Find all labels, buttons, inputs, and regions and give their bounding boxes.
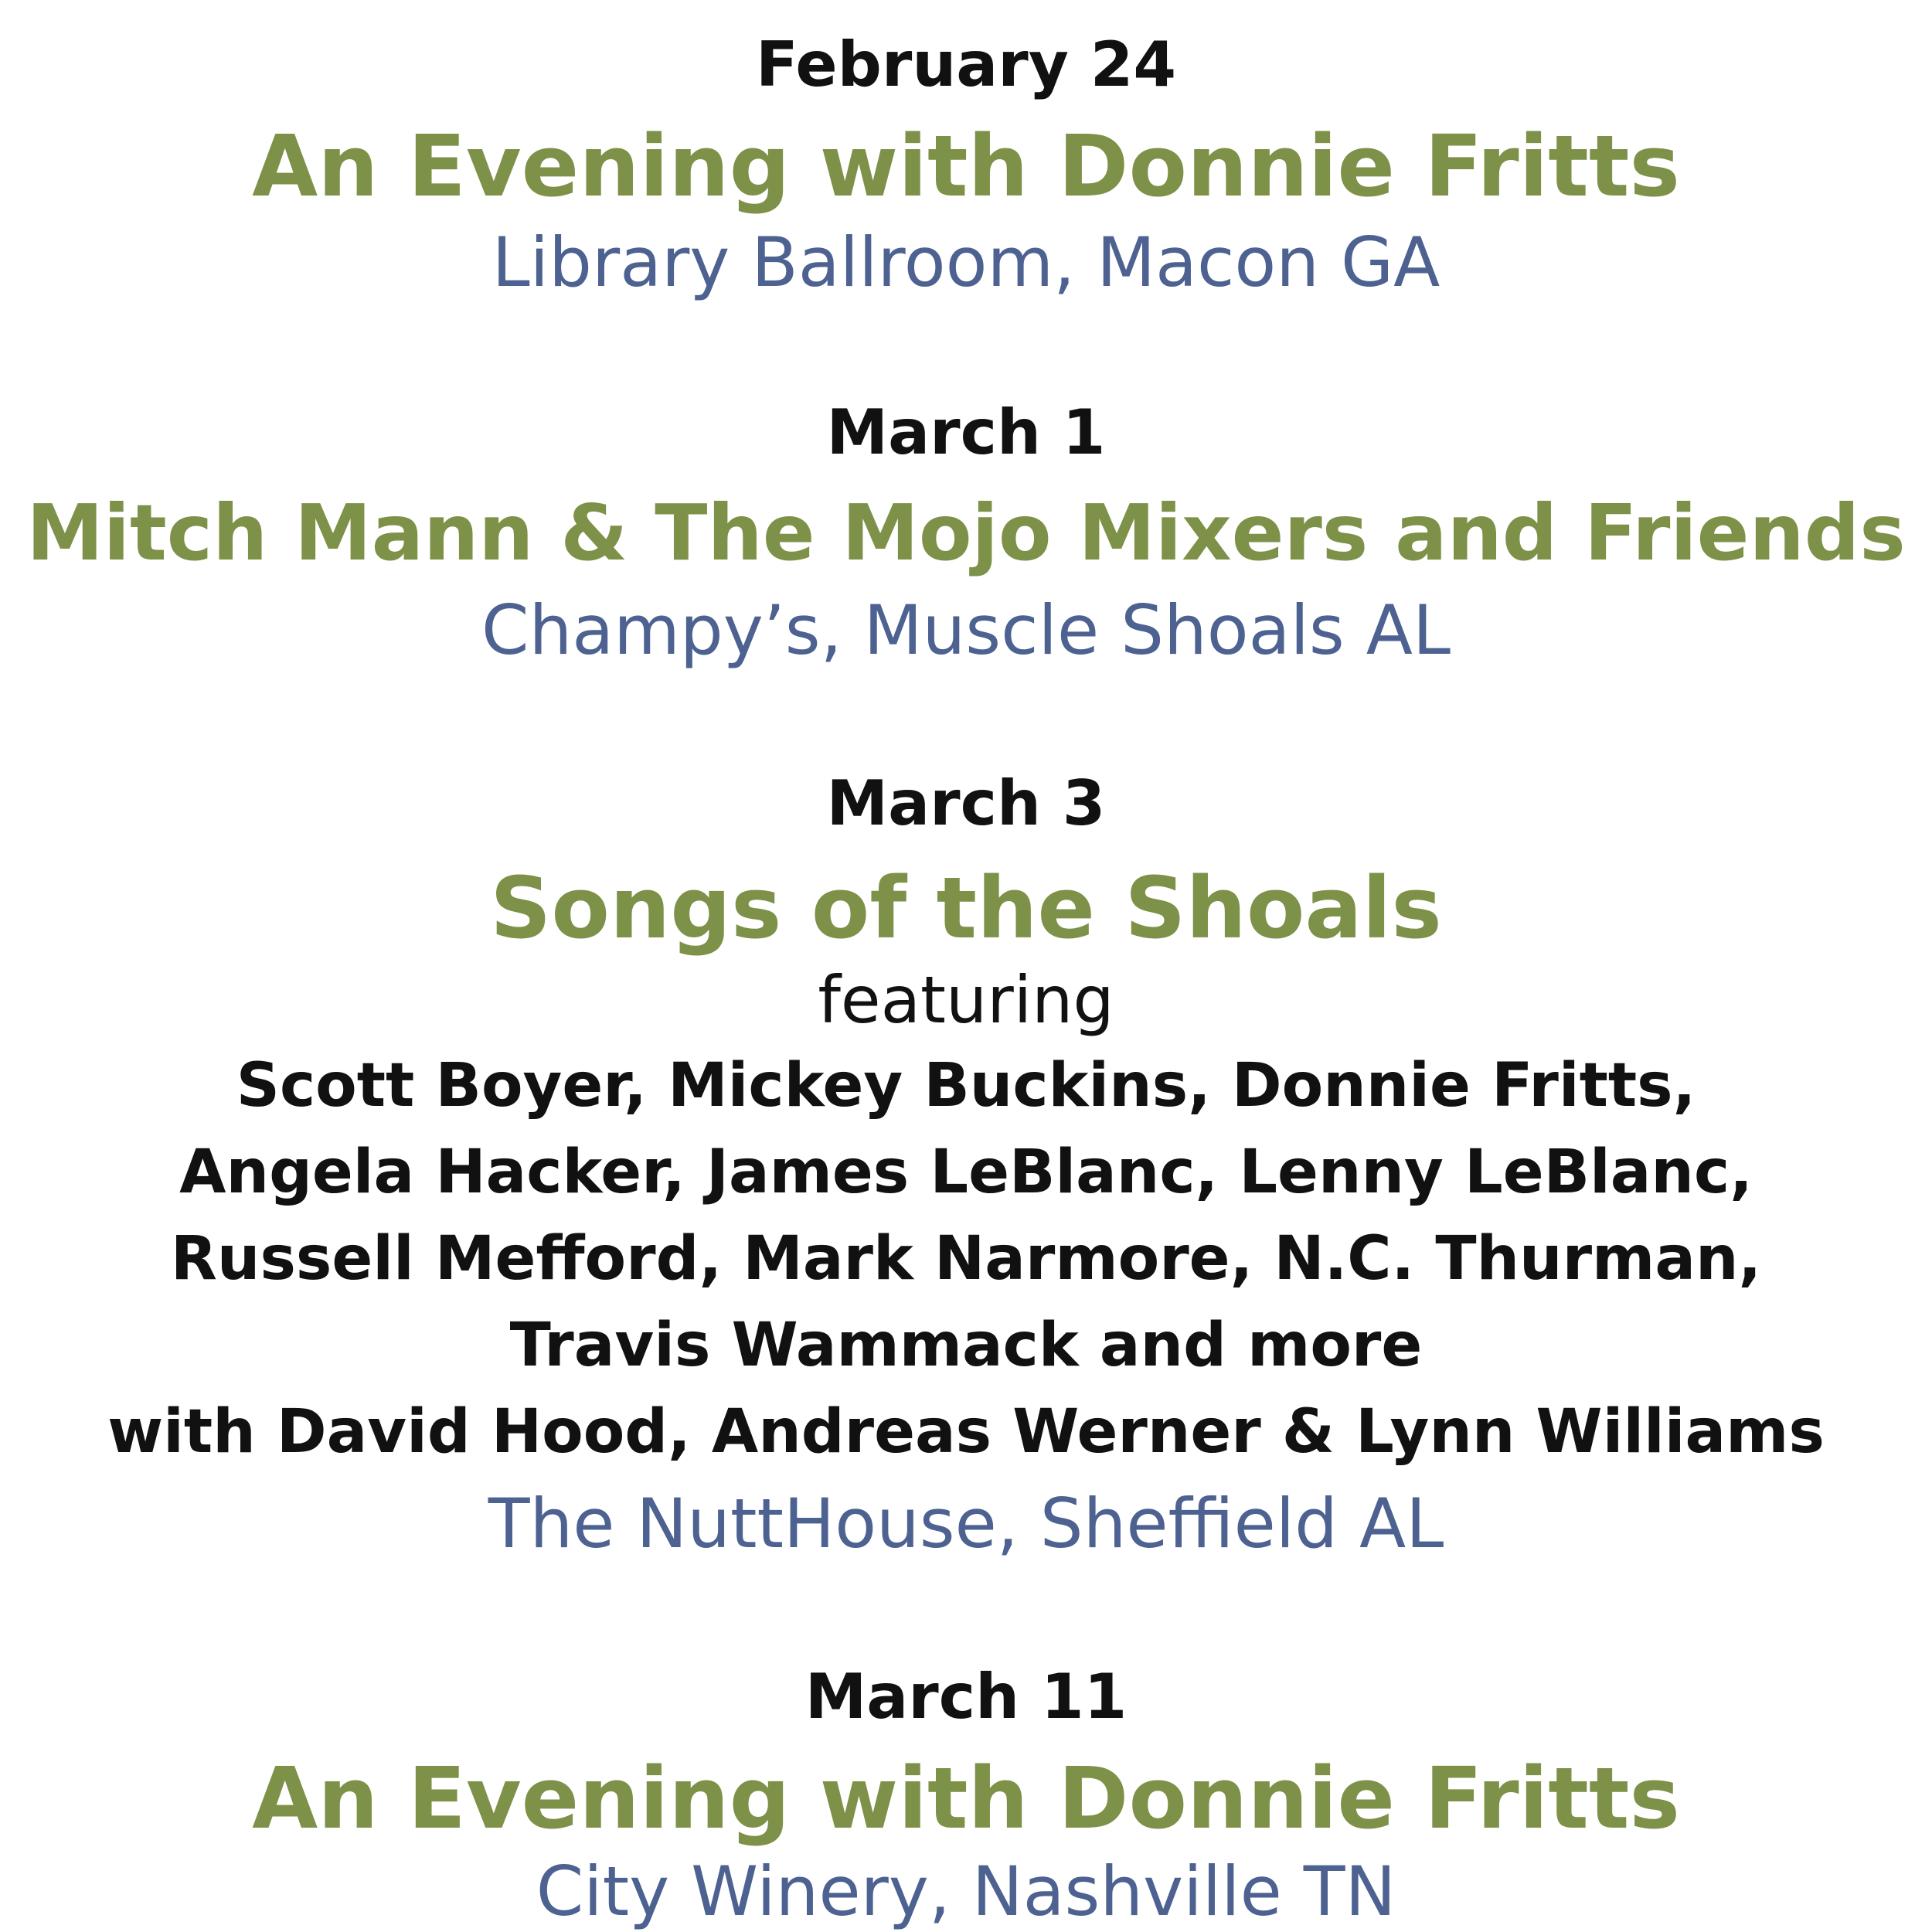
event-venue: Library Ballroom, Macon GA	[492, 223, 1440, 302]
event-date: March 3	[826, 767, 1106, 839]
performer-line: Scott Boyer, Mickey Buckins, Donnie Fritts,	[236, 1051, 1696, 1121]
event-title: Mitch Mann & The Mojo Mixers and Friends	[26, 488, 1906, 578]
event-venue: The NuttHouse, Sheffield AL	[488, 1484, 1444, 1563]
event-title: Songs of the Shoals	[490, 859, 1442, 957]
event-venue: Champy’s, Muscle Shoals AL	[481, 590, 1451, 670]
event-title: An Evening with Donnie Fritts	[252, 117, 1680, 216]
featuring-label: featuring	[818, 962, 1114, 1038]
performer-line: Travis Wammack and more	[509, 1311, 1423, 1380]
performer-line: Angela Hacker, James LeBlanc, Lenny LeBlanc,	[179, 1138, 1753, 1207]
event-title: An Evening with Donnie Fritts	[252, 1749, 1680, 1848]
performer-line: with David Hood, Andreas Werner & Lynn Williams	[107, 1397, 1825, 1467]
event-venue: City Winery, Nashville TN	[536, 1852, 1396, 1931]
event-date: March 11	[804, 1661, 1128, 1733]
performer-line: Russell Mefford, Mark Narmore, N.C. Thurman,	[170, 1224, 1762, 1294]
event-date: February 24	[755, 29, 1177, 100]
event-date: March 1	[826, 396, 1106, 468]
